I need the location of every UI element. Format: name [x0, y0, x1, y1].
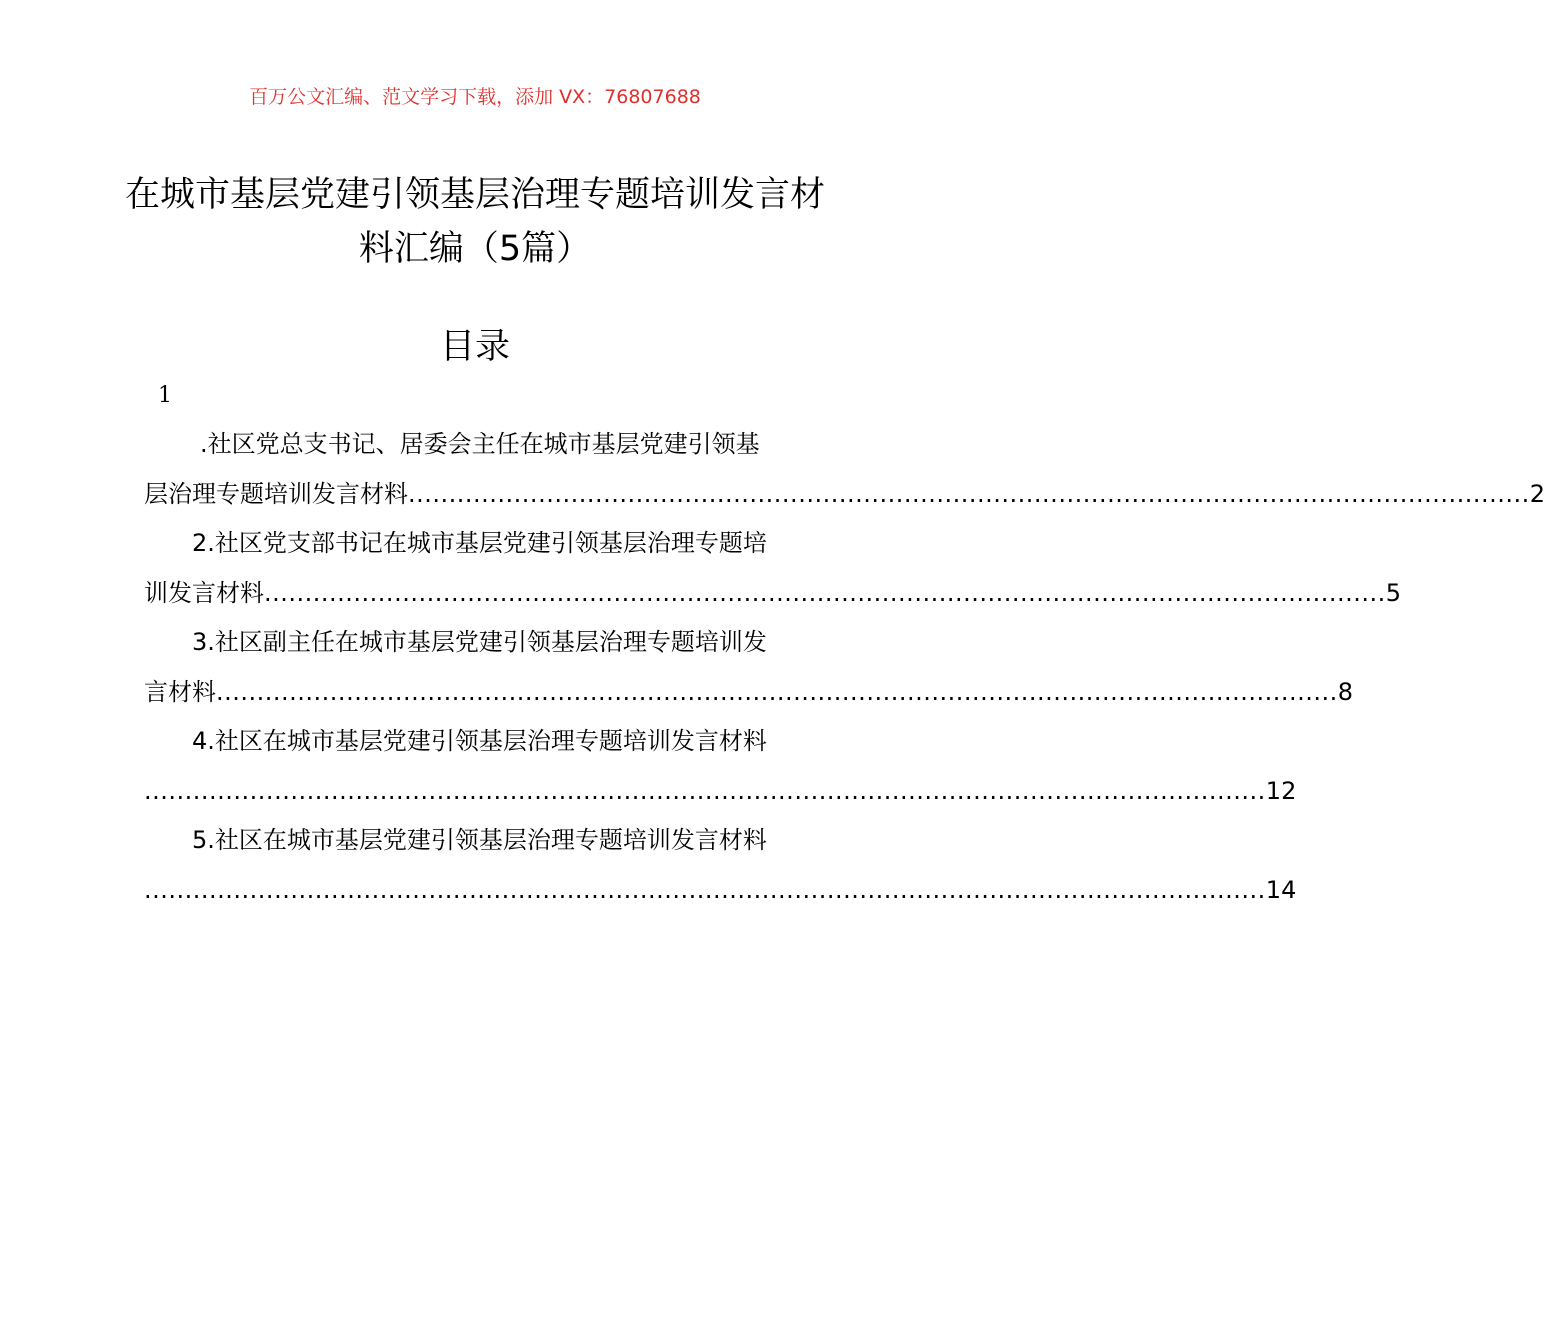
- toc-entry-1[interactable]: [144, 420, 1545, 519]
- toc-page-number: 8: [1337, 677, 1354, 706]
- toc-entry-3[interactable]: [144, 618, 1354, 717]
- stray-page-number: 1: [158, 383, 172, 408]
- toc-dot-leader: ..........................................................................................................................................: [216, 677, 1338, 706]
- toc-dot-leader: ..........................................................................................................................................: [144, 776, 1266, 805]
- toc-entry-text[interactable]: 3.社区副主任在城市基层党建引领基层治理专题培训发: [192, 628, 767, 656]
- toc-entry-text[interactable]: 4.社区在城市基层党建引领基层治理专题培训发言材料: [192, 727, 767, 755]
- toc-entry-leader[interactable]: [144, 668, 1354, 718]
- toc-entry-5[interactable]: [144, 816, 1297, 915]
- toc-entry-leader[interactable]: [144, 470, 1545, 520]
- document-title: 在城市基层党建引领基层治理专题培训发言材料汇编（5篇）: [124, 175, 825, 269]
- toc-entry-text[interactable]: 5.社区在城市基层党建引领基层治理专题培训发言材料: [192, 826, 767, 854]
- table-of-contents: [144, 420, 1545, 915]
- toc-dot-leader: ..........................................................................................................................................: [408, 479, 1530, 508]
- toc-entry-leader[interactable]: [144, 866, 1297, 916]
- toc-dot-leader: ..........................................................................................................................................: [264, 578, 1386, 607]
- toc-page-number: 14: [1265, 875, 1297, 904]
- header-watermark-text: 百万公文汇编、范文学习下载，添加 VX：76807688: [249, 86, 701, 108]
- toc-entry-tail: 言材料: [144, 677, 216, 706]
- toc-page-number: 2: [1529, 479, 1545, 508]
- toc-dot-leader: ..........................................................................................................................................: [144, 875, 1266, 904]
- toc-heading: 目录: [439, 327, 510, 367]
- toc-entry-text[interactable]: .社区党总支书记、居委会主任在城市基层党建引领基: [200, 430, 760, 458]
- toc-entry-tail: 层治理专题培训发言材料: [144, 479, 408, 508]
- toc-entry-leader[interactable]: [144, 767, 1297, 817]
- toc-entry-leader[interactable]: [144, 569, 1402, 619]
- toc-page-number: 12: [1265, 776, 1297, 805]
- toc-entry-text[interactable]: 2.社区党支部书记在城市基层党建引领基层治理专题培: [192, 529, 767, 557]
- toc-entry-2[interactable]: [144, 519, 1402, 618]
- toc-page-number: 5: [1385, 578, 1402, 607]
- toc-entry-4[interactable]: [144, 717, 1297, 816]
- toc-entry-tail: 训发言材料: [144, 578, 264, 607]
